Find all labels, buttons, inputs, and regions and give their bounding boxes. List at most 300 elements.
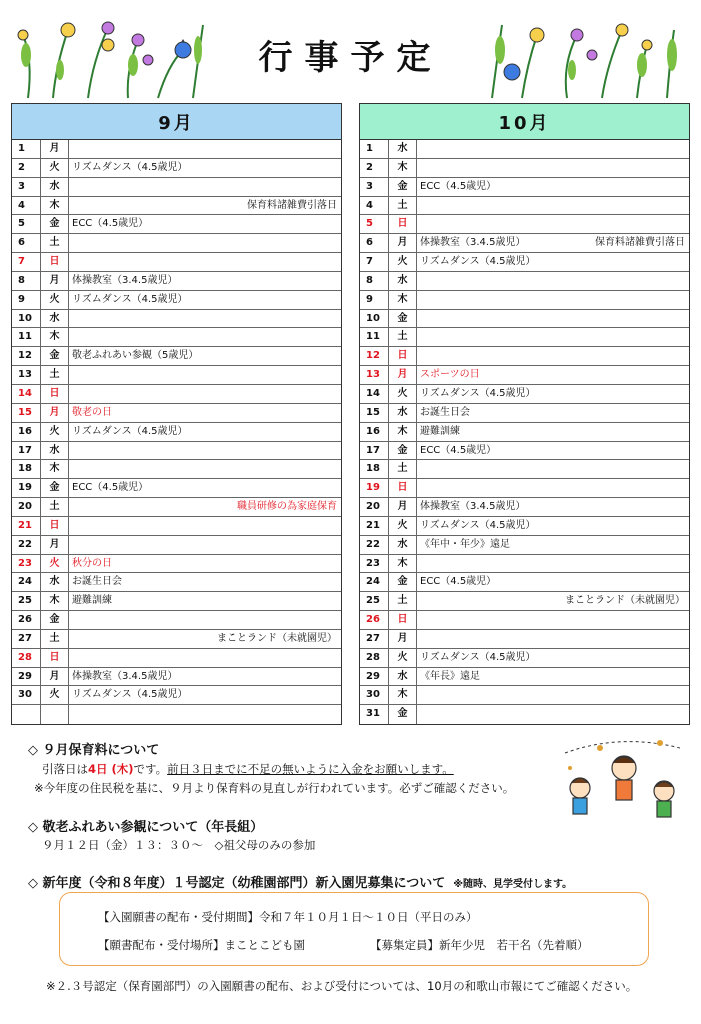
event-note	[337, 573, 338, 591]
event-note: 保育料諸雑費引落日	[595, 237, 685, 249]
event-note	[337, 253, 338, 271]
weekday: 金	[41, 215, 69, 233]
weekday: 日	[389, 347, 417, 365]
day-number: 11	[360, 328, 389, 346]
calendar-row	[360, 592, 689, 611]
event-note	[337, 536, 338, 554]
october-header: 10月	[360, 104, 689, 140]
calendar-row	[12, 573, 341, 592]
day-number: 28	[12, 649, 41, 667]
weekday: 日	[41, 517, 69, 535]
event-note: まことランド（未就園児）	[217, 632, 337, 644]
weekday: 木	[389, 423, 417, 441]
day-number: 2	[360, 159, 389, 177]
event-cell	[417, 536, 689, 554]
day-number: 24	[12, 573, 41, 591]
calendar-row	[12, 649, 341, 668]
event-note	[685, 347, 686, 365]
event-note: まことランド（未就園児）	[565, 595, 685, 607]
calendar-row	[12, 159, 341, 178]
weekday: 木	[41, 328, 69, 346]
day-number: 22	[12, 536, 41, 554]
event-note	[337, 442, 338, 460]
day-number: 23	[12, 555, 41, 573]
event-note	[685, 536, 686, 554]
weekday: 木	[41, 460, 69, 478]
event-text: リズムダンス（4.5歳児）	[420, 651, 536, 663]
day-number: 20	[360, 498, 389, 516]
day-number: 26	[12, 611, 41, 629]
day-number: 25	[12, 592, 41, 610]
weekday	[41, 705, 69, 724]
event-note	[685, 611, 686, 629]
september-header: 9月	[12, 104, 341, 140]
calendar-row	[360, 197, 689, 216]
event-cell	[417, 649, 689, 667]
weekday: 月	[389, 630, 417, 648]
event-note	[685, 140, 686, 158]
event-note	[337, 649, 338, 667]
event-cell	[69, 328, 341, 346]
day-number: 16	[12, 423, 41, 441]
keiro-notice-heading: ◇ 敬老ふれあい参観について（年長組）	[28, 820, 264, 835]
day-number: 21	[12, 517, 41, 535]
calendar-row	[360, 479, 689, 498]
event-text: ECC（4.5歳児）	[420, 180, 497, 192]
admission-info-box	[59, 892, 649, 966]
weekday: 金	[389, 705, 417, 724]
event-note	[337, 686, 338, 704]
calendar-row	[12, 423, 341, 442]
day-number: 27	[12, 630, 41, 648]
weekday: 月	[41, 668, 69, 686]
event-cell	[69, 385, 341, 403]
event-note	[337, 272, 338, 290]
day-number: 4	[12, 197, 41, 215]
event-text: リズムダンス（4.5歳児）	[420, 387, 536, 399]
event-cell	[417, 442, 689, 460]
day-number: 15	[12, 404, 41, 422]
calendar-row	[360, 573, 689, 592]
calendar-row	[360, 705, 689, 724]
event-cell	[69, 272, 341, 290]
weekday: 月	[41, 536, 69, 554]
weekday: 火	[389, 253, 417, 271]
calendar-row	[360, 178, 689, 197]
event-text: リズムダンス（4.5歳児）	[72, 689, 188, 701]
fee-notice-heading: ◇ ９月保育料について	[28, 743, 160, 758]
day-number: 26	[360, 611, 389, 629]
event-cell	[417, 140, 689, 158]
day-number: 16	[360, 423, 389, 441]
calendar-row	[12, 686, 341, 705]
event-note	[685, 253, 686, 271]
event-cell	[417, 611, 689, 629]
day-number: 22	[360, 536, 389, 554]
event-cell	[69, 310, 341, 328]
event-cell	[69, 234, 341, 252]
event-note	[337, 347, 338, 365]
weekday: 日	[41, 253, 69, 271]
event-cell	[69, 479, 341, 497]
event-text: リズムダンス（4.5歳児）	[420, 519, 536, 531]
calendar-row	[360, 460, 689, 479]
event-cell	[69, 592, 341, 610]
calendar-row	[12, 442, 341, 461]
day-number	[12, 705, 41, 724]
day-number: 29	[12, 668, 41, 686]
day-number: 27	[360, 630, 389, 648]
calendar-row	[12, 197, 341, 216]
calendar-row	[12, 536, 341, 555]
day-number: 2	[12, 159, 41, 177]
event-note	[337, 423, 338, 441]
weekday: 木	[389, 555, 417, 573]
admission-place: 【願書配布・受付場所】まことこども園	[98, 938, 305, 952]
event-note	[685, 479, 686, 497]
event-note	[337, 291, 338, 309]
event-cell	[417, 385, 689, 403]
calendar-row	[360, 328, 689, 347]
event-cell	[69, 705, 341, 724]
event-cell	[69, 215, 341, 233]
weekday: 月	[41, 404, 69, 422]
event-cell	[417, 460, 689, 478]
calendar-row	[360, 366, 689, 385]
event-text: 避難訓練	[420, 425, 460, 437]
calendar-row	[360, 310, 689, 329]
calendar-row	[12, 611, 341, 630]
event-text: スポーツの日	[420, 369, 480, 381]
event-note: 職員研修の為家庭保育	[237, 501, 337, 513]
weekday: 水	[41, 178, 69, 196]
event-note	[337, 517, 338, 535]
calendar-row	[12, 404, 341, 423]
weekday: 土	[41, 630, 69, 648]
event-cell	[69, 423, 341, 441]
event-note	[337, 215, 338, 233]
weekday: 火	[41, 423, 69, 441]
calendar-row	[12, 668, 341, 687]
weekday: 月	[389, 498, 417, 516]
admission-period: 【入園願書の配布・受付期間】令和７年１０月１日～１０日（平日のみ）	[98, 910, 478, 924]
fee-notice-line1	[42, 761, 454, 777]
day-number: 10	[12, 310, 41, 328]
event-note	[685, 686, 686, 704]
event-cell	[69, 442, 341, 460]
event-cell	[417, 705, 689, 724]
event-cell	[417, 668, 689, 686]
event-note	[337, 668, 338, 686]
weekday: 金	[41, 479, 69, 497]
weekday: 火	[41, 555, 69, 573]
weekday: 水	[41, 310, 69, 328]
event-cell	[69, 668, 341, 686]
calendar-row	[360, 272, 689, 291]
calendar-row	[12, 215, 341, 234]
admission-heading-text: ◇ 新年度（令和８年度）１号認定（幼稚園部門）新入園児募集について	[28, 876, 446, 891]
event-cell	[69, 253, 341, 271]
calendar-row	[360, 215, 689, 234]
day-number: 19	[360, 479, 389, 497]
event-cell	[417, 592, 689, 610]
day-number: 21	[360, 517, 389, 535]
weekday: 日	[389, 215, 417, 233]
day-number: 1	[12, 140, 41, 158]
calendar-row	[12, 592, 341, 611]
day-number: 13	[360, 366, 389, 384]
calendar-row	[360, 347, 689, 366]
calendar-row	[12, 385, 341, 404]
event-note	[337, 159, 338, 177]
event-text: 《年中・年少》遠足	[420, 538, 510, 550]
event-cell	[417, 423, 689, 441]
event-note	[337, 234, 338, 252]
event-note	[337, 404, 338, 422]
day-number: 10	[360, 310, 389, 328]
weekday: 火	[41, 159, 69, 177]
day-number: 23	[360, 555, 389, 573]
event-cell	[417, 328, 689, 346]
page-title: 行事予定	[258, 38, 443, 78]
weekday: 土	[41, 498, 69, 516]
event-cell	[69, 347, 341, 365]
day-number: 20	[12, 498, 41, 516]
day-number: 17	[12, 442, 41, 460]
event-cell	[69, 291, 341, 309]
calendar-row	[360, 159, 689, 178]
event-note	[685, 442, 686, 460]
weekday: 金	[41, 347, 69, 365]
event-text: 避難訓練	[72, 595, 112, 607]
event-text: ECC（4.5歳児）	[72, 482, 149, 494]
weekday: 日	[389, 611, 417, 629]
weekday: 火	[389, 517, 417, 535]
calendar-row	[12, 479, 341, 498]
day-number: 25	[360, 592, 389, 610]
event-cell	[417, 253, 689, 271]
event-note	[685, 310, 686, 328]
event-text: 体操教室（3.4.5歳児）	[420, 501, 526, 513]
weekday: 火	[41, 291, 69, 309]
fee-text-b: です。	[133, 762, 168, 776]
weekday: 金	[389, 178, 417, 196]
event-note	[337, 328, 338, 346]
weekday: 土	[389, 460, 417, 478]
day-number: 7	[360, 253, 389, 271]
event-text: 体操教室（3.4.5歳児）	[420, 237, 526, 249]
calendar-row	[12, 347, 341, 366]
calendar-row	[360, 555, 689, 574]
weekday: 土	[389, 197, 417, 215]
event-cell	[69, 573, 341, 591]
day-number: 7	[12, 253, 41, 271]
event-text: ECC（4.5歳児）	[420, 576, 497, 588]
day-number: 9	[12, 291, 41, 309]
calendar-row	[360, 291, 689, 310]
weekday: 水	[41, 573, 69, 591]
event-cell	[417, 291, 689, 309]
event-note	[685, 366, 686, 384]
event-note	[685, 197, 686, 215]
day-number: 30	[12, 686, 41, 704]
calendar-row	[12, 630, 341, 649]
weekday: 木	[41, 592, 69, 610]
event-note	[337, 705, 338, 724]
event-text: リズムダンス（4.5歳児）	[72, 293, 188, 305]
event-cell	[417, 215, 689, 233]
weekday: 金	[41, 611, 69, 629]
calendar-row	[360, 140, 689, 159]
event-text: 敬老ふれあい参観（5歳児）	[72, 350, 199, 362]
event-note	[337, 140, 338, 158]
calendar-row	[12, 253, 341, 272]
event-cell	[417, 630, 689, 648]
weekday: 火	[41, 686, 69, 704]
event-cell	[69, 498, 341, 516]
event-note	[685, 517, 686, 535]
event-note	[337, 592, 338, 610]
event-note	[685, 498, 686, 516]
weekday: 木	[389, 159, 417, 177]
event-note	[685, 385, 686, 403]
admission-notice-heading	[28, 872, 572, 891]
day-number: 15	[360, 404, 389, 422]
event-note	[685, 215, 686, 233]
event-cell	[417, 310, 689, 328]
event-note	[337, 460, 338, 478]
day-number: 13	[12, 366, 41, 384]
weekday: 月	[41, 140, 69, 158]
weekday: 月	[389, 234, 417, 252]
day-number: 8	[12, 272, 41, 290]
october-calendar	[359, 103, 690, 725]
calendar-row	[360, 234, 689, 253]
weekday: 土	[41, 366, 69, 384]
event-text: お誕生日会	[420, 406, 470, 418]
calendar-row	[360, 668, 689, 687]
event-note	[685, 291, 686, 309]
calendar-row	[12, 498, 341, 517]
weekday: 日	[41, 649, 69, 667]
event-note	[685, 423, 686, 441]
event-note	[685, 178, 686, 196]
event-note	[337, 310, 338, 328]
day-number: 5	[360, 215, 389, 233]
day-number: 18	[12, 460, 41, 478]
event-note	[685, 328, 686, 346]
event-text: お誕生日会	[72, 576, 122, 588]
event-note	[337, 178, 338, 196]
event-note	[337, 611, 338, 629]
fee-date: 4日 (木)	[88, 762, 134, 776]
calendar-row	[12, 555, 341, 574]
calendar-row	[12, 178, 341, 197]
weekday: 月	[389, 366, 417, 384]
weekday: 日	[389, 479, 417, 497]
calendar-row	[360, 442, 689, 461]
september-calendar	[11, 103, 342, 725]
event-cell	[69, 404, 341, 422]
event-cell	[417, 479, 689, 497]
calendar-row	[360, 517, 689, 536]
day-number: 30	[360, 686, 389, 704]
calendar-row	[12, 705, 341, 724]
event-cell	[417, 234, 689, 252]
event-note	[685, 668, 686, 686]
weekday: 金	[389, 442, 417, 460]
event-text: 敬老の日	[72, 406, 112, 418]
fee-notice-line2: ※今年度の住民税を基に、９月より保育料の見直しが行われています。必ずご確認ください。	[34, 781, 515, 795]
weekday: 水	[41, 442, 69, 460]
event-cell	[69, 555, 341, 573]
event-text: 秋分の日	[72, 557, 112, 569]
admission-note: ※随時、見学受付します。	[453, 879, 573, 890]
fee-text-c: 前日３日までに不足の無いように入金をお願いします。	[167, 762, 454, 776]
weekday: 水	[389, 140, 417, 158]
calendar-row	[12, 234, 341, 253]
event-note	[685, 630, 686, 648]
weekday: 月	[41, 272, 69, 290]
weekday: 火	[389, 649, 417, 667]
event-text: ECC（4.5歳児）	[72, 218, 149, 230]
calendar-row	[360, 404, 689, 423]
flower-illustration-right	[482, 10, 682, 100]
event-cell	[417, 178, 689, 196]
weekday: 金	[389, 310, 417, 328]
day-number: 11	[12, 328, 41, 346]
weekday: 土	[389, 592, 417, 610]
day-number: 6	[360, 234, 389, 252]
weekday: 日	[41, 385, 69, 403]
event-cell	[69, 460, 341, 478]
weekday: 木	[389, 686, 417, 704]
admission-capacity: 【募集定員】新年少児 若干名（先着順）	[370, 938, 589, 952]
day-number: 6	[12, 234, 41, 252]
weekday: 水	[389, 668, 417, 686]
event-cell	[69, 140, 341, 158]
event-text: 《年長》遠足	[420, 670, 480, 682]
event-cell	[69, 611, 341, 629]
event-note	[685, 555, 686, 573]
event-cell	[417, 366, 689, 384]
calendar-row	[12, 366, 341, 385]
event-text: ECC（4.5歳児）	[420, 444, 497, 456]
day-number: 14	[12, 385, 41, 403]
day-number: 3	[360, 178, 389, 196]
day-number: 12	[360, 347, 389, 365]
day-number: 14	[360, 385, 389, 403]
event-cell	[69, 197, 341, 215]
event-cell	[417, 347, 689, 365]
day-number: 12	[12, 347, 41, 365]
day-number: 28	[360, 649, 389, 667]
day-number: 4	[360, 197, 389, 215]
keiro-notice-line1: ９月１２日（金）１３：３０～ ◇祖父母のみの参加	[42, 838, 316, 852]
event-cell	[69, 536, 341, 554]
calendar-row	[360, 385, 689, 404]
calendar-row	[360, 611, 689, 630]
day-number: 1	[360, 140, 389, 158]
day-number: 17	[360, 442, 389, 460]
event-note	[337, 555, 338, 573]
calendar-row	[360, 536, 689, 555]
calendar-row	[360, 253, 689, 272]
weekday: 木	[389, 291, 417, 309]
weekday: 水	[389, 272, 417, 290]
day-number: 19	[12, 479, 41, 497]
event-note	[685, 272, 686, 290]
